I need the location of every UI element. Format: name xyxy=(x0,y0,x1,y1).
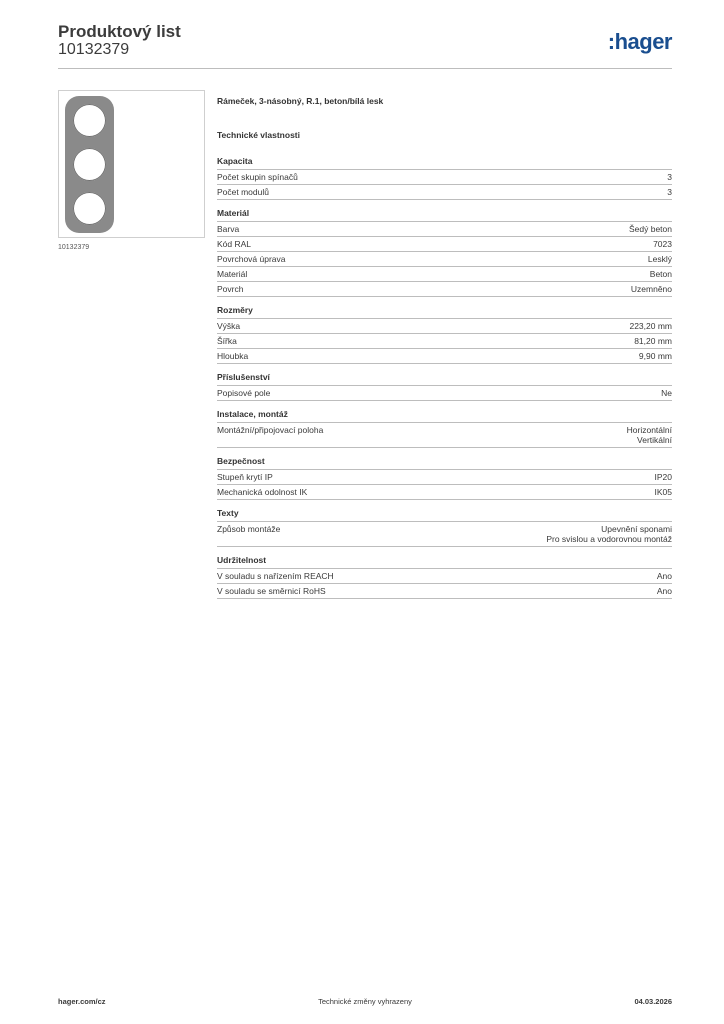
page-header xyxy=(58,22,672,70)
property-section xyxy=(217,508,672,547)
property-value-line: Ano xyxy=(656,586,672,596)
section-title: Příslušenství xyxy=(217,372,672,386)
header-divider xyxy=(58,68,672,69)
property-label: Způsob montáže xyxy=(217,524,281,534)
property-section xyxy=(217,409,672,448)
property-value-line: Ne xyxy=(661,388,672,398)
property-value xyxy=(629,321,672,331)
property-value-line: 9,90 mm xyxy=(638,351,672,361)
property-row xyxy=(217,349,672,364)
property-label: Kód RAL xyxy=(217,239,252,249)
property-row xyxy=(217,522,672,547)
property-section xyxy=(217,305,672,364)
property-label: Šířka xyxy=(217,336,237,346)
section-title: Bezpečnost xyxy=(217,456,672,470)
property-value xyxy=(655,487,673,497)
property-section xyxy=(217,456,672,500)
property-value xyxy=(634,336,672,346)
property-value-line: Upevnění sponami xyxy=(601,524,672,534)
property-value-line: 223,20 mm xyxy=(629,321,672,331)
property-row xyxy=(217,569,672,584)
section-title: Kapacita xyxy=(217,156,672,170)
product-number: 10132379 xyxy=(58,41,130,58)
frame-opening-1 xyxy=(73,104,106,137)
property-row xyxy=(217,423,672,448)
property-value xyxy=(667,172,672,182)
property-label: Barva xyxy=(217,224,240,234)
property-label: Popisové pole xyxy=(217,388,271,398)
property-label: Mechanická odolnost IK xyxy=(217,487,308,497)
product-details xyxy=(217,96,672,607)
property-value-line: Beton xyxy=(649,269,672,279)
section-title: Instalace, montáž xyxy=(217,409,672,423)
property-value-line: Uzemněno xyxy=(630,284,672,294)
property-label: Počet modulů xyxy=(217,187,269,197)
property-value xyxy=(648,254,672,264)
property-row xyxy=(217,170,672,185)
property-value xyxy=(627,425,672,445)
property-label: Materiál xyxy=(217,269,248,279)
section-title: Materiál xyxy=(217,208,672,222)
property-row xyxy=(217,485,672,500)
property-section xyxy=(217,208,672,297)
technical-properties-heading: Technické vlastnosti xyxy=(217,130,300,140)
property-row xyxy=(217,267,672,282)
property-row xyxy=(217,185,672,200)
property-value xyxy=(653,239,672,249)
property-label: Počet skupin spínačů xyxy=(217,172,298,182)
property-row xyxy=(217,584,672,599)
property-row xyxy=(217,237,672,252)
property-value-line: 3 xyxy=(667,187,672,197)
property-section xyxy=(217,555,672,599)
property-section xyxy=(217,156,672,200)
property-value-line: IP20 xyxy=(654,472,672,482)
property-value-line: Horizontální xyxy=(626,425,672,435)
property-row xyxy=(217,222,672,237)
property-row xyxy=(217,334,672,349)
property-value xyxy=(661,388,672,398)
property-value xyxy=(650,269,672,279)
property-label: Montážní/připojovací poloha xyxy=(217,425,324,435)
property-label: V souladu se směrnicí RoHS xyxy=(217,586,326,596)
product-image xyxy=(58,90,205,238)
frame-opening-2 xyxy=(73,148,106,181)
footer-date: 04.03.2026 xyxy=(634,997,672,1006)
property-row xyxy=(217,386,672,401)
footer-notice: Technické změny vyhrazeny xyxy=(318,997,412,1006)
frame-opening-3 xyxy=(73,192,106,225)
property-value-line: Lesklý xyxy=(647,254,672,264)
property-value xyxy=(639,351,672,361)
section-title: Rozměry xyxy=(217,305,672,319)
property-value-line: Šedý beton xyxy=(628,224,672,234)
property-value xyxy=(655,472,673,482)
property-row xyxy=(217,282,672,297)
property-label: V souladu s nařízením REACH xyxy=(217,571,334,581)
image-caption: 10132379 xyxy=(58,244,90,251)
property-value-line: 7023 xyxy=(653,239,672,249)
property-value xyxy=(546,524,672,544)
section-title: Udržitelnost xyxy=(217,555,672,569)
property-label: Výška xyxy=(217,321,241,331)
hager-logo: :hager xyxy=(607,29,672,54)
property-label: Hloubka xyxy=(217,351,249,361)
property-row xyxy=(217,319,672,334)
property-label: Povrchová úprava xyxy=(217,254,286,264)
property-value xyxy=(631,284,672,294)
property-label: Stupeň krytí IP xyxy=(217,472,273,482)
property-section xyxy=(217,372,672,401)
property-value-line: IK05 xyxy=(654,487,672,497)
property-value-line: 3 xyxy=(667,172,672,182)
property-row xyxy=(217,470,672,485)
property-value-line: Pro svislou a vodorovnou montáž xyxy=(546,534,672,544)
property-value xyxy=(667,187,672,197)
footer-website: hager.com/cz xyxy=(58,997,106,1006)
property-value xyxy=(657,586,672,596)
property-value-line: Ano xyxy=(656,571,672,581)
property-sections xyxy=(217,156,672,599)
property-value-line: 81,20 mm xyxy=(634,336,672,346)
property-value xyxy=(629,224,672,234)
property-value xyxy=(657,571,672,581)
document-title: Produktový list xyxy=(58,22,181,41)
product-name: Rámeček, 3-násobný, R.1, beton/bílá lesk xyxy=(217,96,384,106)
property-label: Povrch xyxy=(217,284,244,294)
property-value-line: Vertikální xyxy=(637,435,672,445)
property-row xyxy=(217,252,672,267)
frame-illustration xyxy=(65,96,114,233)
page-footer xyxy=(58,997,672,1009)
section-title: Texty xyxy=(217,508,672,522)
